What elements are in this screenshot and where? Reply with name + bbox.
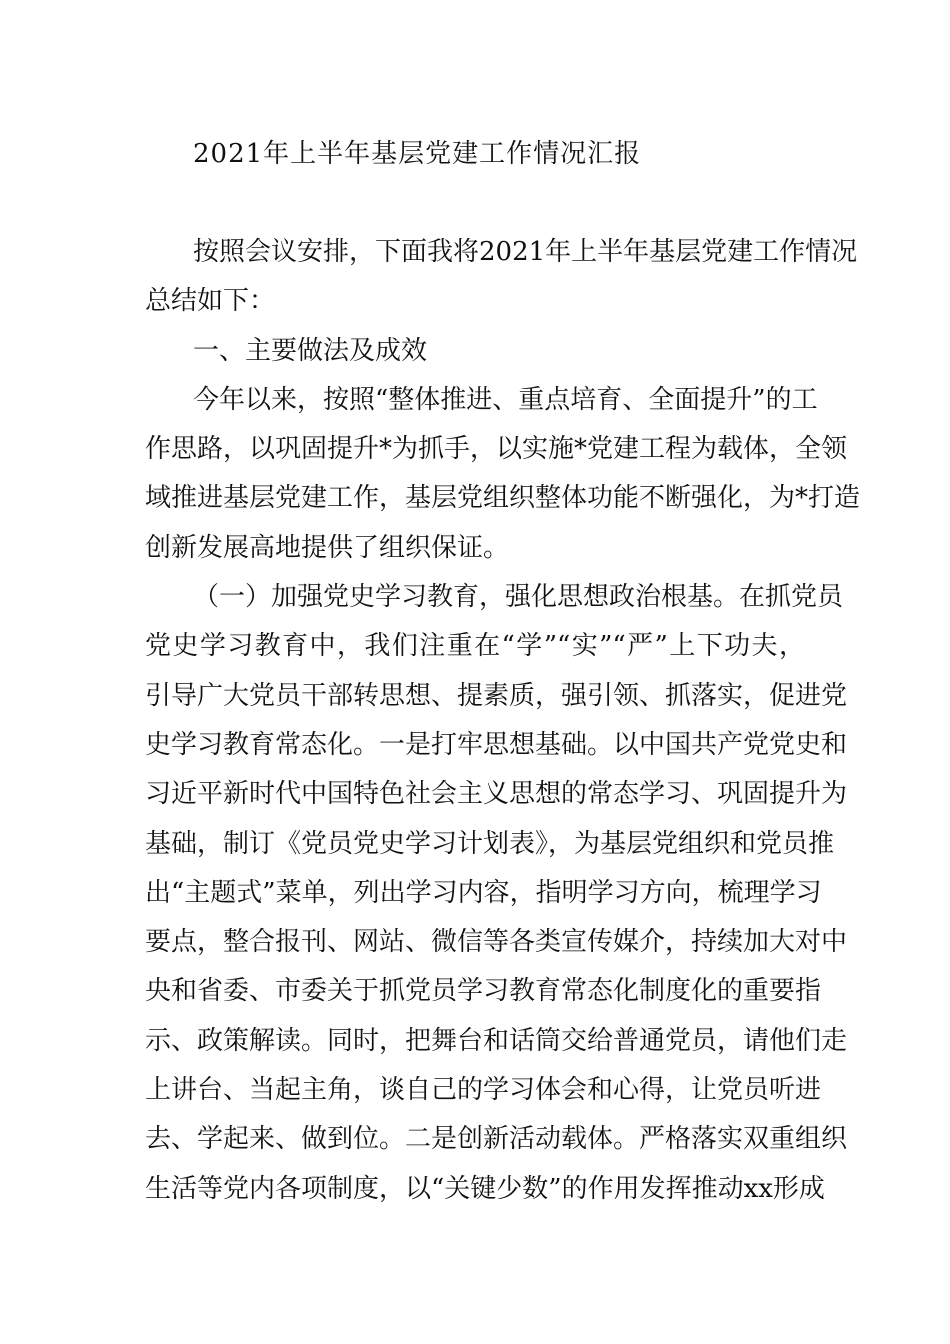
text-line: 上讲台、当起主角，谈自己的学习体会和心得，让党员听进	[145, 1075, 822, 1106]
text-line: 史学习教育常态化。一是打牢思想基础。以中国共产党党史和	[145, 729, 848, 760]
text-line: （一）加强党史学习教育，强化思想政治根基。在抓党员	[193, 582, 844, 613]
text-line: 引导广大党员干部转思想、提素质，强引领、抓落实，促进党	[145, 680, 848, 711]
text-line: 一、主要做法及成效	[193, 335, 428, 366]
text-line: 习近平新时代中国特色社会主义思想的常态学习、巩固提升为	[145, 779, 848, 810]
text-line: 去、学起来、做到位。二是创新活动载体。严格落实双重组织	[145, 1124, 848, 1155]
text-line: 要点，整合报刊、网站、微信等各类宣传媒介，持续加大对中	[145, 927, 848, 958]
text-line: 按照会议安排，下面我将2021年上半年基层党建工作情况	[193, 237, 858, 267]
text-line: 示、政策解读。同时，把舞台和话筒交给普通党员，请他们走	[145, 1025, 848, 1056]
text-line: 党史学习教育中，我们注重在“学”“实”“严”上下功夫，	[145, 631, 805, 662]
document-title: 2021年上半年基层党建工作情况汇报	[193, 139, 642, 169]
text-line: 今年以来，按照“整体推进、重点培育、全面提升”的工	[193, 384, 818, 415]
text-line: 基础，制订《党员党史学习计划表》，为基层党组织和党员推	[145, 828, 835, 859]
text-line: 生活等党内各项制度，以“关键少数”的作用发挥推动xx形成	[145, 1173, 825, 1204]
text-line: 创新发展高地提供了组织保证。	[145, 532, 510, 563]
text-line: 总结如下：	[145, 286, 276, 317]
text-line: 域推进基层党建工作，基层党组织整体功能不断强化，为*打造	[145, 483, 861, 514]
text-line: 出“主题式”菜单，列出学习内容，指明学习方向，梳理学习	[145, 877, 822, 908]
text-line: 作思路，以巩固提升*为抓手，以实施*党建工程为载体，全领	[145, 434, 848, 465]
document-body	[145, 232, 861, 1218]
text-line: 央和省委、市委关于抓党员学习教育常态化制度化的重要指	[145, 976, 822, 1007]
